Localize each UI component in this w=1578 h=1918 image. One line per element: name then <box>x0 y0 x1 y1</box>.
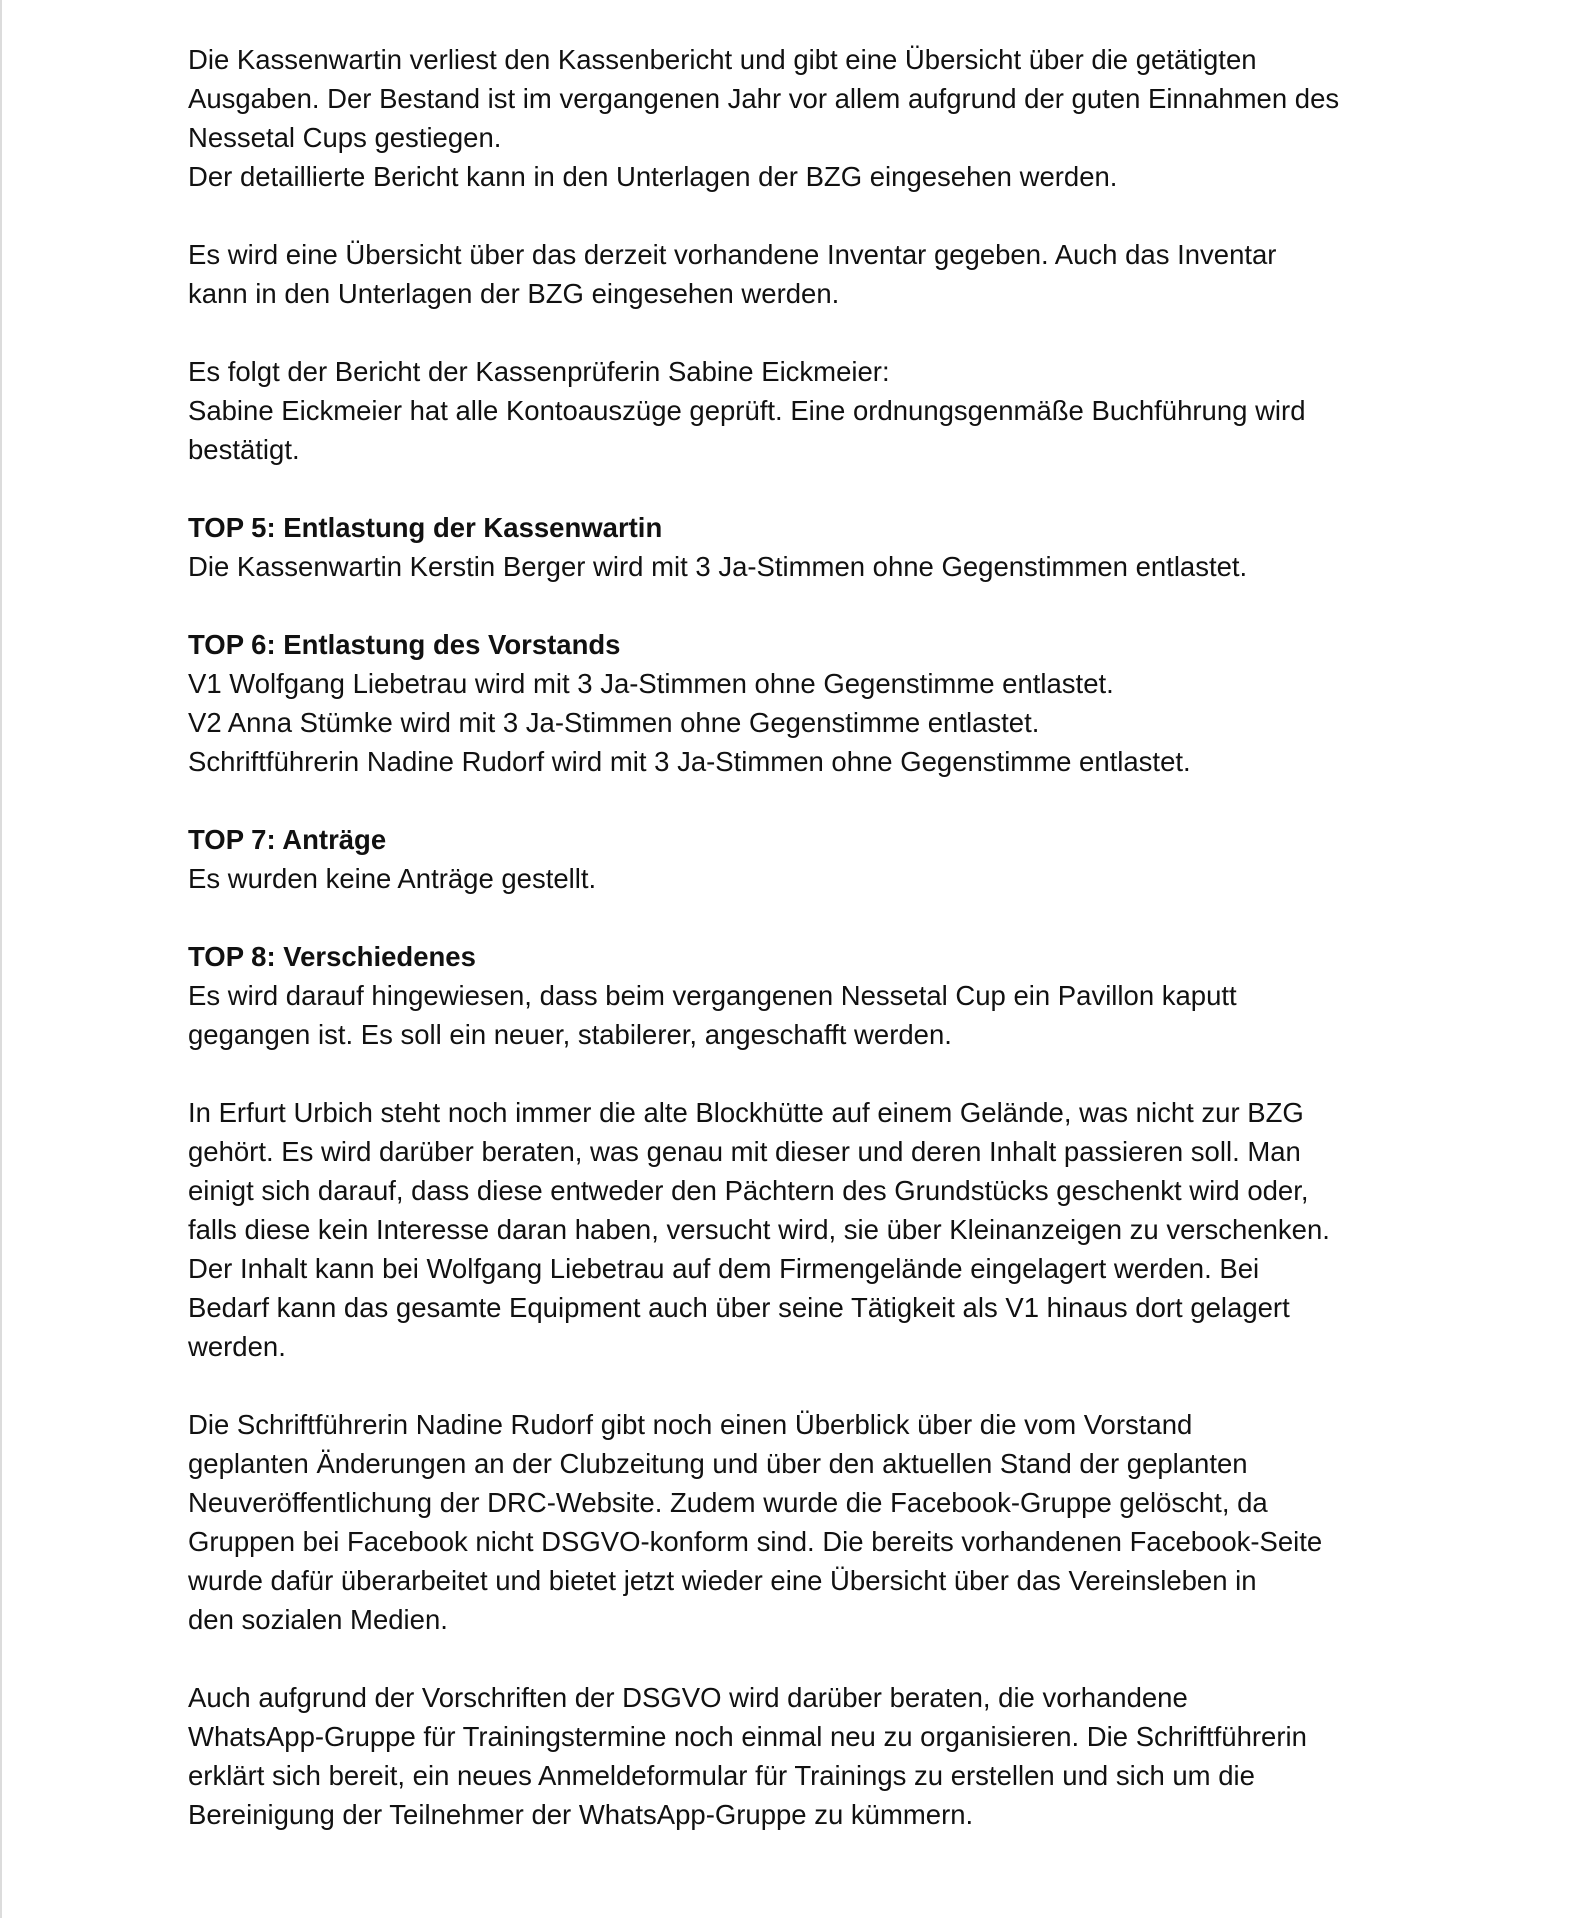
section-top-8 <box>188 937 1428 1054</box>
paragraph-whatsapp <box>188 1678 1428 1834</box>
text-line: Es wurden keine Anträge gestellt. <box>188 863 597 894</box>
text-line: WhatsApp-Gruppe für Trainingstermine noch einmal neu zu organisieren. Die Schriftführerin <box>188 1721 1307 1752</box>
text-line: Die Schriftführerin Nadine Rudorf gibt noch einen Überblick über die vom Vorstand <box>188 1409 1193 1440</box>
text-line: Nessetal Cups gestiegen. <box>188 122 502 153</box>
text-line: Auch aufgrund der Vorschriften der DSGVO wird darüber beraten, die vorhandene <box>188 1682 1188 1713</box>
text-line: bestätigt. <box>188 434 300 465</box>
text-line: Es wird darauf hingewiesen, dass beim vergangenen Nessetal Cup ein Pavillon kaputt <box>188 980 1237 1011</box>
text-line: Es wird eine Übersicht über das derzeit vorhandene Inventar gegeben. Auch das Inventar <box>188 239 1277 270</box>
document-page <box>188 40 1428 1834</box>
section-top-7 <box>188 820 1428 898</box>
text-line: falls diese kein Interesse daran haben, versucht wird, sie über Kleinanzeigen zu verschenken. <box>188 1214 1330 1245</box>
text-line: kann in den Unterlagen der BZG eingesehen werden. <box>188 278 840 309</box>
paragraph-kassenpruefung <box>188 352 1428 469</box>
text-line: Bedarf kann das gesamte Equipment auch über seine Tätigkeit als V1 hinaus dort gelagert <box>188 1292 1290 1323</box>
text-line: einigt sich darauf, dass diese entweder den Pächtern des Grundstücks geschenkt wird oder, <box>188 1175 1309 1206</box>
text-line: Schriftführerin Nadine Rudorf wird mit 3 Ja-Stimmen ohne Gegenstimme entlastet. <box>188 746 1191 777</box>
text-line: den sozialen Medien. <box>188 1604 448 1635</box>
paragraph-inventar <box>188 235 1428 313</box>
paragraph-clubzeitung <box>188 1405 1428 1639</box>
section-heading: TOP 6: Entlastung des Vorstands <box>188 629 621 660</box>
section-top-6 <box>188 625 1428 781</box>
text-line: Es folgt der Bericht der Kassenprüferin Sabine Eickmeier: <box>188 356 890 387</box>
text-line: Der Inhalt kann bei Wolfgang Liebetrau auf dem Firmengelände eingelagert werden. Bei <box>188 1253 1260 1284</box>
text-line: In Erfurt Urbich steht noch immer die alte Blockhütte auf einem Gelände, was nicht zur BZG <box>188 1097 1304 1128</box>
paragraph-kassenbericht <box>188 40 1428 196</box>
text-line: Bereinigung der Teilnehmer der WhatsApp-Gruppe zu kümmern. <box>188 1799 974 1830</box>
section-heading: TOP 7: Anträge <box>188 824 387 855</box>
text-line: V2 Anna Stümke wird mit 3 Ja-Stimmen ohne Gegenstimme entlastet. <box>188 707 1040 738</box>
text-line: Neuveröffentlichung der DRC-Website. Zudem wurde die Facebook-Gruppe gelöscht, da <box>188 1487 1268 1518</box>
text-line: gegangen ist. Es soll ein neuer, stabilerer, angeschafft werden. <box>188 1019 952 1050</box>
text-line: Die Kassenwartin Kerstin Berger wird mit 3 Ja-Stimmen ohne Gegenstimmen entlastet. <box>188 551 1248 582</box>
text-line: wurde dafür überarbeitet und bietet jetzt wieder eine Übersicht über das Vereinsleben in <box>188 1565 1257 1596</box>
section-top-5 <box>188 508 1428 586</box>
text-line: gehört. Es wird darüber beraten, was genau mit dieser und deren Inhalt passieren soll. Man <box>188 1136 1301 1167</box>
text-line: werden. <box>188 1331 286 1362</box>
paragraph-blockhuette <box>188 1093 1428 1366</box>
text-line: V1 Wolfgang Liebetrau wird mit 3 Ja-Stimmen ohne Gegenstimme entlastet. <box>188 668 1114 699</box>
text-line: Sabine Eickmeier hat alle Kontoauszüge geprüft. Eine ordnungsgenmäße Buchführung wird <box>188 395 1306 426</box>
text-line: geplanten Änderungen an der Clubzeitung und über den aktuellen Stand der geplanten <box>188 1448 1248 1479</box>
text-line: Ausgaben. Der Bestand ist im vergangenen Jahr vor allem aufgrund der guten Einnahmen des <box>188 83 1340 114</box>
text-line: Der detaillierte Bericht kann in den Unterlagen der BZG eingesehen werden. <box>188 161 1118 192</box>
text-line: erklärt sich bereit, ein neues Anmeldeformular für Trainings zu erstellen und sich um die <box>188 1760 1255 1791</box>
section-heading: TOP 8: Verschiedenes <box>188 941 476 972</box>
text-line: Die Kassenwartin verliest den Kassenbericht und gibt eine Übersicht über die getätigten <box>188 44 1257 75</box>
text-line: Gruppen bei Facebook nicht DSGVO-konform sind. Die bereits vorhandenen Facebook-Seite <box>188 1526 1323 1557</box>
section-heading: TOP 5: Entlastung der Kassenwartin <box>188 512 663 543</box>
